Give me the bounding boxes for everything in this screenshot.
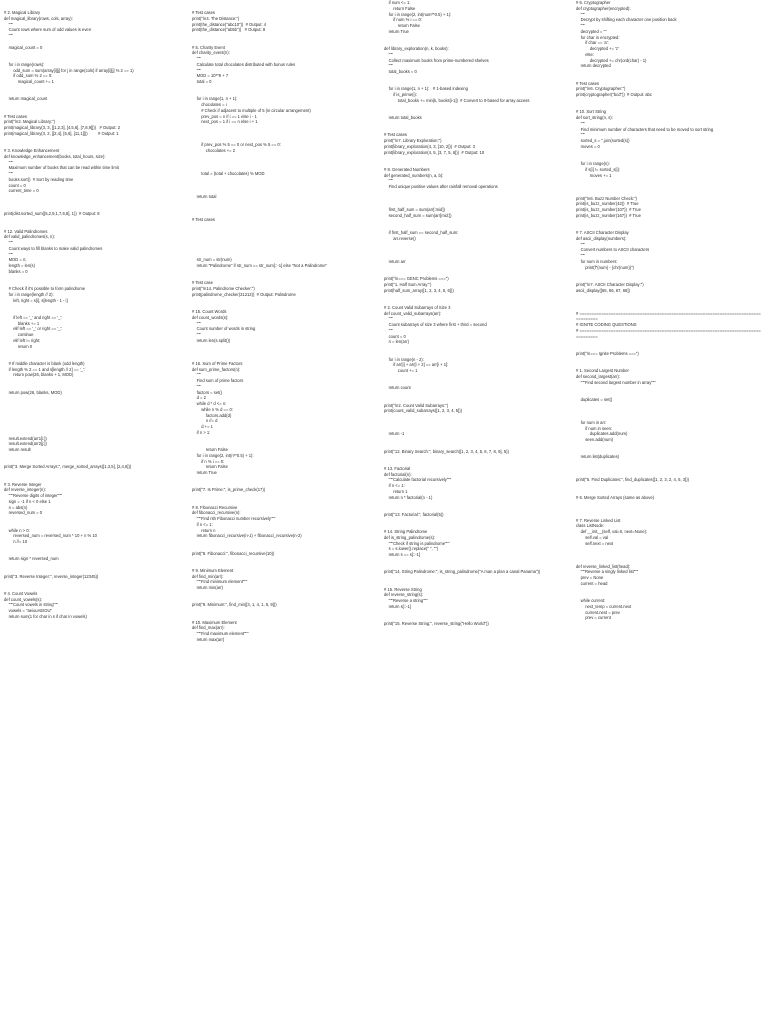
code-line: factors = set(): [192, 389, 223, 395]
code-line: def count_valid_subarrays(arr):: [384, 310, 442, 316]
code-line: print("14. String Palindrome:", is_string_palindrome("A man a plan a canal Panama")): [384, 569, 541, 575]
code-line: if prev_pos % 5 == 0 or next_pos % 5 == 0:: [192, 142, 281, 148]
code-line: continue: [4, 332, 34, 337]
code-line: """: [576, 11, 586, 17]
code-line: # 7. ASCII Character Display: [576, 230, 629, 235]
code-line: for char in encrypted:: [576, 34, 620, 40]
code-line: chocolates += 2: [192, 148, 236, 153]
code-line: return pow(26, blanks + 1, MOD): [4, 372, 74, 378]
code-line: print("\n4. The Distance:"): [192, 15, 240, 21]
code-line: """: [192, 372, 202, 378]
code-line: return 0: [4, 343, 33, 349]
code-line: count = 0: [384, 333, 406, 339]
code-line: return magical_count: [4, 96, 48, 102]
code-line: first_half_sum = sum(arr[:mid]): [384, 207, 445, 212]
code-line: # ===========================================================================: [576, 327, 761, 333]
code-line: n = len(arr): [384, 339, 409, 345]
code-line: """: [576, 23, 586, 28]
code-line: count = 0: [4, 182, 26, 188]
code-line: # Test cases: [4, 113, 27, 119]
code-line: # 3. Reverse Integer: [4, 481, 42, 487]
code-line: moves = 0: [576, 143, 600, 149]
code-line: print("7. Is Prime:", is_prime_check(17)): [192, 487, 266, 493]
code-line: reversed_num = reversed_num * 10 + n % 10: [4, 533, 97, 539]
code-line: print(is_buzz_number(167)) # True: [576, 212, 641, 218]
code-line: Count rows where sum of odd values is even: [4, 27, 91, 33]
code-line: # Test cases: [192, 217, 215, 222]
code-line: print("\n2. Magical Library:"): [4, 119, 56, 125]
code-column-1: [0, 0, 192, 1024]
code-line: """: [4, 240, 14, 245]
code-line: def fibonacci_recursive(n):: [192, 510, 241, 516]
code-line: for num in numbers:: [576, 258, 618, 264]
code-line: # 16. Sum of Prime Factors: [192, 360, 243, 366]
code-line: """: [192, 332, 202, 337]
code-line: def ascii_display(numbers):: [576, 235, 627, 241]
code-line: return sign * reversed_num: [4, 556, 59, 562]
code-line: return s == s[::-1]: [384, 552, 421, 557]
code-line: return fibonacci_recursive(n-1) + fibonacci_recursive(n-2): [192, 533, 302, 539]
code-line: current.next = prev: [576, 609, 620, 615]
code-line: return False: [192, 464, 228, 470]
code-line: print("\n14. Palindrome Checker:"): [192, 286, 255, 291]
code-line: for i in range(length // 2):: [4, 291, 54, 297]
code-line: """: [4, 33, 14, 38]
code-line: print(dist.sorted_sum([5,2,9,1,7,6,8], 1)) # Output: 8: [4, 211, 100, 217]
code-line: if is_prime(i):: [384, 92, 417, 97]
code-line: # 9. Minimum Element: [192, 567, 234, 573]
code-line: """Reverse digits of integer""": [4, 493, 63, 498]
code-line: """: [384, 63, 394, 69]
code-line: elif left == '_' or right == '_':: [4, 326, 63, 332]
code-line: print("5. Find Duplicates:", find_duplicates([1, 2, 3, 2, 4, 5, 3])): [576, 477, 689, 483]
code-line: print(magical_library(3, 2, [[2,4], [5,6], [11,1]])) # Output: 1: [4, 130, 119, 136]
code-line: return len(s.split()): [192, 337, 231, 343]
code-line: # 10. Sort String: [576, 109, 606, 115]
code-line: magical_count += 1: [4, 79, 54, 84]
code-line: chocolates = i: [192, 102, 227, 107]
code-line: for i in range(1, n + 1): # 1-based indexing: [384, 86, 468, 92]
code-line: print("3. Merge Sorted Arrays:", merge_sorted_arrays([1,3,5], [2,4,6])): [4, 464, 132, 470]
code-line: # Test cases: [576, 80, 599, 86]
code-line: next_temp = current.next: [576, 603, 632, 609]
code-line: print("\n6. Buzz Number Check:"): [576, 195, 637, 201]
code-line: Count subarrays of size 3 where first + third = second: [384, 322, 487, 327]
code-line: for i in range(n):: [576, 161, 610, 166]
code-line: print("12. Binary Search:", binary_search([1, 2, 3, 4, 5, 6, 7, 8, 9], 5)): [384, 448, 509, 454]
code-line: # IGNITE CODING QUESTIONS: [576, 322, 637, 327]
code-line: Count number of words in string: [192, 326, 256, 332]
code-line: if n <= 1:: [192, 521, 213, 527]
code-line: MOD = n;: [4, 257, 27, 263]
code-line: def generated_numbers(n, a, b):: [384, 172, 444, 178]
code-line: return "Palindrome" if str_num == str_num[::-1] else "Not a Palindrome": [192, 263, 327, 268]
code-line: """: [384, 316, 394, 322]
code-line: if arr[i] + arr[i + 2] == arr[i + 1]:: [384, 362, 449, 368]
code-line: def find_max(arr):: [192, 625, 225, 631]
code-line: Find sum of prime factors: [192, 378, 244, 383]
code-line: return s[::-1]: [384, 603, 411, 609]
code-line: str_num = str(num): [192, 257, 232, 263]
code-line: books.sort() # Sort by reading time: [4, 176, 74, 182]
code-line: print(palindrome_checker(21212)) # Output: Palindrome: [192, 291, 296, 297]
code-line: # 14. String Palindrome: [384, 529, 428, 534]
code-line: return False: [192, 447, 228, 452]
code-line: for i in range(rows):: [4, 61, 45, 67]
code-line: return False: [384, 23, 420, 28]
code-line: d += 1: [192, 424, 213, 429]
code-line: print("\n2. Count Valid Subarrays:"): [384, 402, 449, 408]
code-line: for i in range(1, n + 1):: [192, 96, 238, 102]
code-line: second_half_sum = sum(arr[mid:]): [384, 212, 452, 218]
code-line: # 7. Reverse Linked List: [576, 517, 621, 523]
code-line: # 2. Count Valid Subarrays of Size 3: [384, 304, 451, 310]
code-line: def reverse_linked_list(head):: [576, 563, 631, 569]
code-line: print(library_exploration(4, 3, [10, 2])) # Output: 3: [384, 143, 475, 149]
code-line: count += 1: [384, 368, 418, 373]
code-line: """: [4, 171, 14, 176]
code-line: # 4. Count Vowels: [4, 590, 38, 596]
code-line: """Find minimum element""": [192, 579, 248, 585]
code-line: # 10. Maximum Element: [192, 619, 237, 625]
code-line: """Find nth Fibonacci number recursively""": [192, 516, 276, 521]
code-line: """Find second largest number in array""": [576, 379, 656, 385]
code-line: # 1. Second Largest Number: [576, 368, 629, 373]
code-line: print("8. Fibonacci:", fibonacci_recursive(10)): [192, 550, 275, 556]
code-line: def factorial(n):: [384, 471, 412, 477]
code-line: reversed_num = 0: [4, 510, 43, 516]
code-line: """Check if string is palindrome""": [384, 540, 450, 546]
code-line: arr.reverse(): [384, 235, 416, 241]
code-line: """: [4, 21, 14, 27]
code-column-4: [576, 0, 768, 1024]
code-line: while d * d <= n:: [192, 401, 227, 406]
code-line: print(half_sum_array([1, 2, 3, 4, 5, 6])): [384, 287, 454, 293]
code-line: for i in range(2, int(num**0.5) + 1):: [384, 11, 452, 17]
code-line: d = 2: [192, 395, 206, 401]
code-line: """: [4, 251, 14, 257]
code-line: # 6. Cryptographer: [576, 0, 611, 5]
code-line: if num <= 1:: [384, 0, 411, 5]
code-line: def reverse_string(s):: [384, 592, 424, 598]
code-line: return pow(26, blanks, MOD): [4, 389, 62, 395]
code-line: print(magical_library(3, 3, [[1,2,3], [4,5,6], [7,8,9]])) # Output: 2: [4, 125, 120, 130]
code-line: s = s.lower().replace(" ", ""): [384, 546, 439, 552]
code-line: # Test case: [192, 280, 213, 286]
code-line: print("\n6. Cryptographer:"): [576, 86, 626, 92]
code-line: def second_largest(arr):: [576, 373, 620, 379]
code-line: =========: [576, 316, 598, 322]
code-line: while current:: [576, 598, 606, 603]
code-line: return -1: [384, 431, 405, 437]
code-line: """: [192, 320, 202, 326]
code-line: # 8. Generated Numbers: [384, 166, 430, 172]
code-line: def count_words(s):: [192, 314, 229, 320]
code-line: # 15. Count Words: [192, 309, 227, 314]
code-line: decrypted = "": [576, 28, 607, 34]
code-line: def cryptographer(encrypted):: [576, 5, 631, 11]
code-line: print("15. Reverse String:", reverse_string("Hello World")): [384, 621, 489, 626]
code-line: print("13. Factorial:", factorial(5)): [384, 511, 444, 517]
code-line: print("\n7. Library Exploration:"): [384, 138, 442, 143]
code-line: # 15. Reverse String: [384, 586, 422, 592]
code-line: def library_exploration(n, k, books):: [384, 46, 449, 51]
code-line: self.val = val: [576, 534, 609, 540]
code-line: def __init__(self, val=0, next=None):: [576, 529, 648, 534]
code-line: if n <= 1:: [384, 483, 405, 488]
code-line: decrypted += chr(ord(char) - 1): [576, 57, 647, 63]
code-line: # 3. Knowledge Enhancement: [4, 148, 60, 153]
code-line: """Calculate factorial recursively""": [384, 477, 452, 483]
code-line: else:: [576, 51, 594, 57]
code-line: """: [192, 383, 202, 389]
code-line: prev_pos = n if i == 1 else i - 1: [192, 113, 257, 119]
code-line: return False: [384, 5, 416, 11]
code-line: Count ways to fill blanks to make valid palindromes: [4, 245, 103, 251]
code-line: Maximum number of books that can be read within time limit: [4, 165, 119, 171]
code-line: print(the_distance("abc10")) # Output: 4: [192, 21, 267, 27]
code-line: next_pos = 1 if i == n else i + 1: [192, 119, 258, 125]
code-line: moves += 1: [576, 172, 612, 178]
code-line: if left == '_' and right == '_':: [4, 314, 63, 320]
code-line: return count: [384, 385, 411, 391]
code-line: def valid_palindromes(s, n):: [4, 234, 55, 240]
code-line: return n: [192, 527, 216, 533]
code-line: print(is_buzz_number(42)) # True: [576, 201, 639, 207]
code-line: print("\n=== GENC Problems ==="): [384, 276, 449, 281]
code-line: return True: [384, 28, 409, 34]
code-line: return total_books: [384, 115, 422, 120]
code-line: for i in range(n - 2):: [384, 356, 424, 362]
code-line: # Check if adjacent to multiple of 5 (in circular arrangement): [192, 107, 311, 113]
code-line: for i in range(2, int(n**0.5) + 1):: [192, 452, 254, 458]
code-line: prev = None: [576, 575, 604, 580]
code-line: seen.add(num): [576, 437, 614, 442]
code-line: # 13. Factorial: [384, 465, 411, 471]
code-line: return sum(1 for char in s if char in vowels): [4, 613, 87, 619]
code-line: print(cryptographer("bcd")) # Output: abc: [576, 92, 652, 97]
code-line: prev = current: [576, 615, 611, 621]
code-line: Convert numbers to ASCII characters: [576, 247, 650, 253]
code-line: left, right = s[i], s[length - 1 - i]: [4, 297, 68, 303]
code-line: return n * factorial(n - 1): [384, 494, 433, 500]
code-line: result.extend(arr2[j:]): [4, 441, 47, 447]
code-line: print(f"{num} - {chr(num)}"): [576, 264, 634, 270]
code-line: return result: [4, 447, 31, 452]
code-line: if n % i == 0:: [192, 458, 225, 464]
code-line: # If middle character is blank (odd length): [4, 360, 85, 366]
code-line: def magical_library(rows, cols, array):: [4, 15, 73, 21]
code-line: def reverse_integer(n):: [4, 487, 46, 493]
code-line: Find unique positive values after rainfall removal operations: [384, 184, 498, 189]
code-line: """: [384, 51, 394, 57]
code-line: """Reverse a string""": [384, 598, 428, 603]
code-line: def sum_prime_factors(n):: [192, 366, 241, 372]
code-line: """: [4, 159, 14, 165]
code-line: def sort_string(n, s):: [576, 115, 613, 120]
code-line: """: [384, 178, 394, 184]
code-line: # 5. Charity Event: [192, 44, 225, 50]
code-line: if s[i] != sorted_s[i]:: [576, 166, 620, 172]
code-line: decrypted += 'z': [576, 46, 619, 51]
code-line: total = (total + chocolates) % MOD: [192, 171, 265, 176]
code-line: Collect maximum books from prime-numbered shelves: [384, 57, 489, 63]
code-line: def find_min(arr):: [192, 573, 224, 579]
code-line: if n > 1:: [192, 429, 211, 435]
code-line: sorted_s = ''.join(sorted(s)): [576, 138, 630, 143]
code-line: n //= 10: [4, 539, 28, 544]
code-line: duplicates.add(num): [576, 431, 628, 437]
code-line: sign = -1 if n < 0 else 1: [4, 498, 51, 504]
code-line: # Test cases: [192, 10, 215, 15]
code-line: return decrypted: [576, 63, 611, 69]
code-line: # 8. Fibonacci Recursive: [192, 504, 238, 510]
code-line: # Test cases: [384, 132, 407, 138]
code-line: total_books = 0: [384, 69, 417, 74]
code-line: """: [576, 241, 586, 247]
code-line: length = len(s): [4, 263, 35, 268]
code-line: """Count vowels in string""": [4, 602, 58, 608]
code-line: vowels = "aeiouAEIOU": [4, 608, 52, 613]
code-line: def is_string_palindrome(s):: [384, 534, 436, 540]
code-line: return arr: [384, 258, 406, 264]
code-line: odd_sum = sum(array[i][j] for j in range(cols) if array[i][j] % 2 == 1): [4, 67, 134, 73]
code-line: MOD = 10**9 + 7: [192, 73, 229, 79]
code-line: ascii_display([65, 66, 67, 68]): [576, 287, 630, 293]
code-column-2: [192, 0, 384, 1024]
code-line: return max(arr): [192, 636, 225, 642]
code-line: """Find maximum element""": [192, 631, 249, 636]
code-line: if num % i == 0:: [384, 17, 422, 23]
code-line: print("3. Reverse Integer:", reverse_integer(12345)): [4, 573, 99, 579]
code-line: duplicates = set(): [576, 396, 613, 402]
code-line: def count_vowels(s):: [4, 596, 42, 602]
code-line: self.next = next: [576, 540, 614, 546]
code-line: # Check if it's possible to form palindrome: [4, 286, 86, 291]
code-line: """: [192, 56, 202, 61]
code-line: current_time = 0: [4, 188, 39, 194]
code-line: """: [384, 327, 394, 333]
code-line: def charity_event(n):: [192, 50, 230, 56]
code-line: print(count_valid_subarrays([1, 2, 3, 4, 5])): [384, 408, 463, 414]
code-line: print("\n=== Ignite Problems ==="): [576, 350, 639, 356]
code-line: """: [576, 132, 586, 138]
code-line: return min(arr): [192, 585, 224, 590]
code-line: while n % d == 0:: [192, 406, 233, 412]
code-line: blanks += 1: [4, 320, 40, 326]
code-line: total_books += min(k, books[i-1]) # Convert to 0-based for array access: [384, 97, 530, 103]
code-line: def knowledge_enhancement(books, total_hours, size):: [4, 153, 106, 159]
code-line: =========: [576, 333, 598, 339]
code-line: if char == 'a':: [576, 40, 609, 46]
code-line: # 6. Merge Sorted Arrays (same as above): [576, 494, 655, 500]
code-line: for num in arr:: [576, 419, 607, 425]
code-line: blanks = 0: [4, 268, 28, 274]
code-line: """: [576, 253, 586, 258]
code-line: print("9. Minimum:", find_min([3, 1, 4, 1, 5, 9])): [192, 602, 277, 608]
code-line: # ===========================================================================: [576, 310, 761, 316]
code-line: while n > 0:: [4, 527, 30, 533]
code-line: return list(duplicates): [576, 454, 620, 460]
code-line: """: [192, 67, 202, 73]
code-line: Calculate total chocolates distributed with bonus rules: [192, 61, 296, 67]
code-line: if odd_sum % 2 == 0:: [4, 73, 53, 79]
code-line: current = head: [576, 580, 608, 586]
code-line: magical_count = 0: [4, 44, 43, 50]
code-line: elif left != right:: [4, 337, 41, 343]
code-column-3: [384, 0, 576, 1024]
code-line: print(the_distance("ab5b")) # Output: 8: [192, 27, 266, 33]
code-line: print(library_exploration(4, 5, [3, 7, 5, 6])) # Output: 10: [384, 149, 485, 155]
code-line: # 12. Valid Palindromes: [4, 228, 48, 234]
code-line: result.extend(arr1[i:]): [4, 435, 47, 441]
code-line: # 2. Magical Library: [4, 10, 41, 15]
code-line: if first_half_sum == second_half_sum:: [384, 230, 459, 235]
code-line: total = 0: [192, 79, 212, 84]
code-line: print(is_buzz_number(107)) # True: [576, 207, 641, 212]
code-line: Decrypt by shifting each character one position back: [576, 17, 677, 23]
code-line: """: [576, 120, 586, 126]
code-line: n = abs(n): [4, 504, 28, 510]
code-line: Find minimum number of characters that need to be moved to sort string: [576, 126, 714, 132]
code-line: print("\n7. ASCII Character Display:"): [576, 281, 644, 287]
code-line: n //= d: [192, 418, 218, 424]
code-line: if num in seen:: [576, 425, 613, 431]
code-line: """Reverse a singly linked list""": [576, 569, 639, 575]
code-line: return True: [192, 470, 217, 475]
code-line: return total: [192, 194, 217, 199]
code-line: class ListNode:: [576, 523, 605, 529]
code-line: return 1: [384, 488, 408, 494]
code-line: if length % 2 == 1 and s[length // 2] == '_':: [4, 366, 85, 372]
code-line: factors.add(d): [192, 412, 232, 418]
code-line: print("1. Half Sum Array:"): [384, 281, 432, 287]
